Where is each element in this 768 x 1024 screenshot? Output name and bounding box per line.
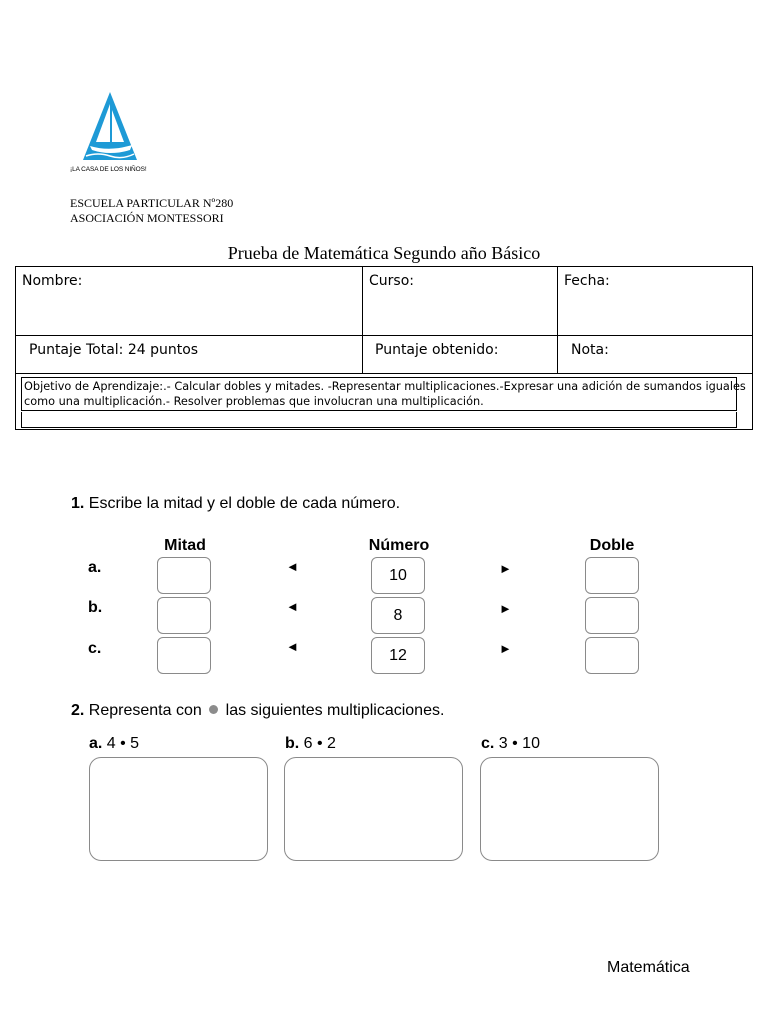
puntaje-obtenido-label: Puntaje obtenido:	[375, 342, 499, 358]
mult-label-b	[285, 735, 336, 753]
doble-answer-c[interactable]	[585, 637, 639, 674]
mult-expr-a: 4 • 5	[102, 735, 140, 752]
mult-expr-c: 3 • 10	[494, 735, 540, 752]
objective-empty-row	[21, 412, 737, 428]
right-arrow-icon: ►	[499, 561, 512, 576]
number-c: 12	[371, 637, 425, 674]
mult-label-a	[89, 735, 139, 753]
circle-dot-icon	[209, 705, 218, 714]
mult-label-c	[481, 735, 540, 753]
number-b: 8	[371, 597, 425, 634]
number-a: 10	[371, 557, 425, 594]
q2-text-after: las siguientes multiplicaciones.	[221, 702, 445, 719]
row-a-label: a.	[88, 559, 102, 576]
q1-title	[71, 495, 400, 513]
school-name: ESCUELA PARTICULAR Nº280	[70, 196, 234, 210]
q2-text-before: Representa con	[84, 702, 207, 719]
nombre-label: Nombre:	[22, 273, 83, 289]
learning-objective	[21, 377, 746, 411]
answer-box-c[interactable]	[480, 757, 659, 861]
answer-box-a[interactable]	[89, 757, 268, 861]
doble-header: Doble	[589, 537, 635, 554]
fecha-label: Fecha:	[564, 273, 610, 289]
left-arrow-icon: ◄	[286, 559, 299, 574]
school-logo-icon	[80, 90, 140, 162]
school-association: ASOCIACIÓN MONTESSORI	[70, 211, 224, 225]
q2-number: 2.	[71, 702, 85, 719]
puntaje-total-label: Puntaje Total: 24 puntos	[29, 342, 199, 358]
mult-letter-c: c.	[481, 735, 495, 752]
right-arrow-icon: ►	[499, 641, 512, 656]
doble-answer-a[interactable]	[585, 557, 639, 594]
mult-expr-b: 6 • 2	[299, 735, 336, 752]
footer-subject: Matemática	[607, 959, 690, 976]
q1-number: 1.	[71, 495, 85, 512]
mitad-answer-b[interactable]	[157, 597, 211, 634]
student-info-table	[15, 266, 753, 430]
curso-label: Curso:	[369, 273, 414, 289]
doble-answer-b[interactable]	[585, 597, 639, 634]
row-b-label: b.	[88, 599, 103, 616]
mitad-answer-a[interactable]	[157, 557, 211, 594]
mitad-header: Mitad	[164, 537, 206, 554]
objective-line-1: Objetivo de Aprendizaje:.- Calcular dobles y mitades. -Representar multiplicaciones.-Expresar una adición de sumandos iguales	[24, 380, 746, 393]
numero-header: Número	[368, 537, 430, 554]
q2-title	[71, 702, 444, 720]
answer-box-b[interactable]	[284, 757, 463, 861]
mitad-answer-c[interactable]	[157, 637, 211, 674]
objective-line-2: como una multiplicación.- Resolver problemas que involucran una multiplicación.	[24, 395, 484, 408]
nota-label: Nota:	[571, 342, 609, 358]
q1-text: Escribe la mitad y el doble de cada número.	[84, 495, 401, 512]
left-arrow-icon: ◄	[286, 639, 299, 654]
logo-caption: ¡LA CASA DE LOS NIÑOS!	[70, 166, 147, 173]
exam-title: Prueba de Matemática Segundo año Básico	[227, 243, 541, 263]
right-arrow-icon: ►	[499, 601, 512, 616]
row-c-label: c.	[88, 640, 102, 657]
mult-letter-b: b.	[285, 735, 300, 752]
left-arrow-icon: ◄	[286, 599, 299, 614]
mult-letter-a: a.	[89, 735, 103, 752]
